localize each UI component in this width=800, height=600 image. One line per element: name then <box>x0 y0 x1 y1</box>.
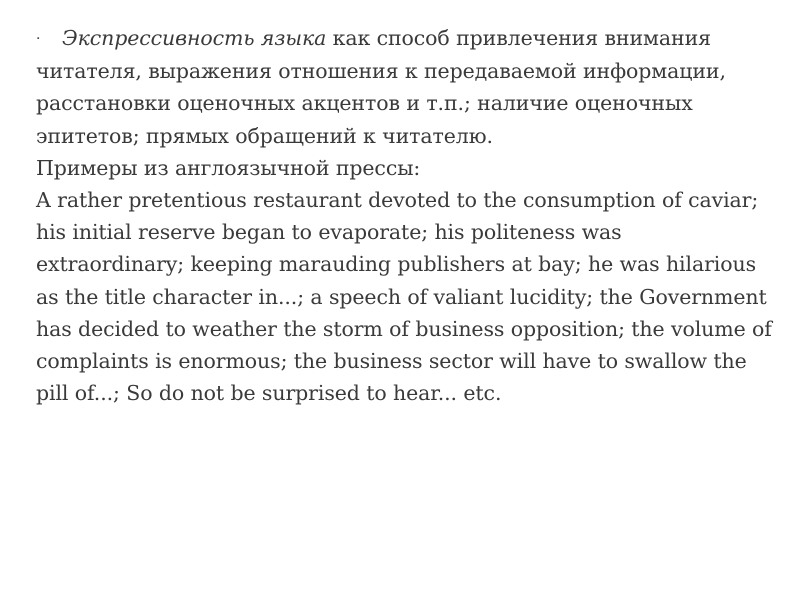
definition-paragraph <box>36 22 776 152</box>
bullet-icon: · <box>36 31 41 47</box>
definition-term: Экспрессивность языка <box>62 26 327 50</box>
examples-text: A rather pretentious restaurant devoted to the consumption of caviar; his initial reserve began to evaporate; his politeness was extraordinary; keeping marauding publishers at bay; he was hilarious as the title character in...; a speech of valiant lucidity; the Government has decided to weather the storm of business opposition; the volume of complaints is enormous; the business sector will have to swallow the pill of...; So do not be surprised to hear... etc. <box>36 188 772 406</box>
slide-text-block <box>36 22 776 409</box>
definition-text: как способ привлечения внимания читателя, выражения отношения к передаваемой информации, расстановки оценочных акцентов и т.п.; наличие оценочных эпитетов; прямых обращений к читателю. <box>36 26 726 148</box>
examples-heading: Примеры из англоязычной прессы: <box>36 155 421 180</box>
